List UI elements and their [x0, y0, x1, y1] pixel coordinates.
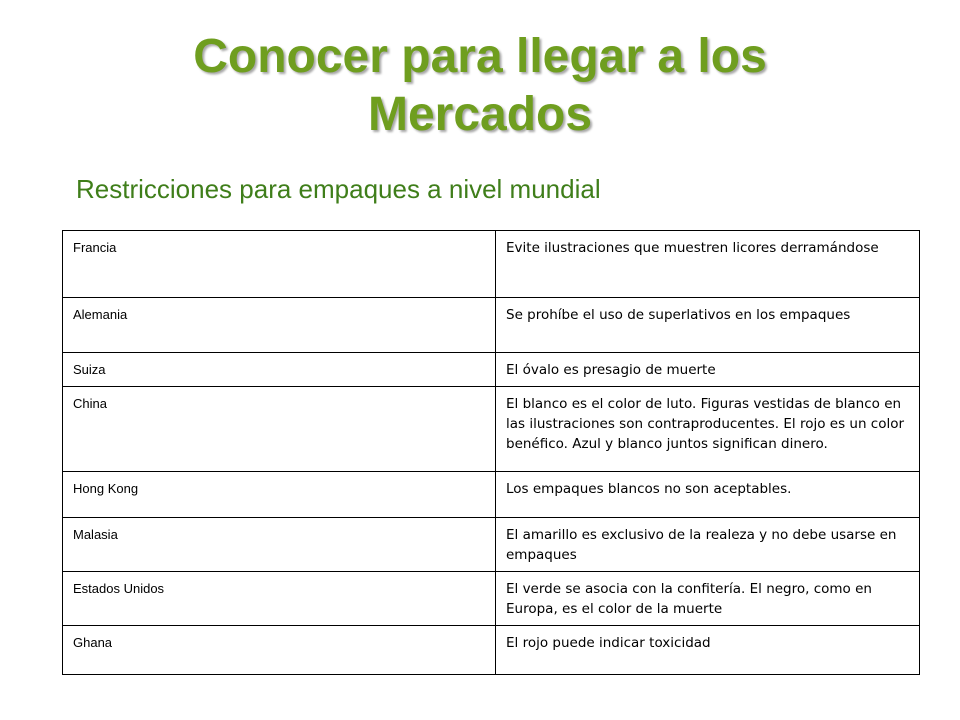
slide-title-line-2: Mercados — [367, 88, 593, 141]
table-row — [63, 626, 920, 675]
slide-title-line-1: Conocer para llegar a los — [193, 30, 767, 83]
slide-subtitle: Restricciones para empaques a nivel mundial — [76, 174, 601, 204]
rule-cell: El blanco es el color de luto. Figuras vestidas de blanco en las ilustraciones son contraproducentes. El rojo es un color benéfico. Azul y blanco juntos significan dinero. — [496, 387, 920, 472]
slide-title — [0, 28, 960, 144]
country-cell: Malasia — [63, 518, 496, 572]
table-row — [63, 231, 920, 298]
rule-cell: El amarillo es exclusivo de la realeza y no debe usarse en empaques — [496, 518, 920, 572]
rule-cell: El rojo puede indicar toxicidad — [496, 626, 920, 675]
table-row — [63, 572, 920, 626]
country-cell: Suiza — [63, 353, 496, 387]
country-cell: China — [63, 387, 496, 472]
country-cell: Francia — [63, 231, 496, 298]
table-row — [63, 353, 920, 387]
rule-cell: El verde se asocia con la confitería. El negro, como en Europa, es el color de la muerte — [496, 572, 920, 626]
restrictions-table — [62, 230, 920, 675]
table-row — [63, 298, 920, 353]
rule-cell: Se prohíbe el uso de superlativos en los empaques — [496, 298, 920, 353]
country-cell: Alemania — [63, 298, 496, 353]
rule-cell: El óvalo es presagio de muerte — [496, 353, 920, 387]
rule-cell: Los empaques blancos no son aceptables. — [496, 472, 920, 518]
country-cell: Ghana — [63, 626, 496, 675]
country-cell: Estados Unidos — [63, 572, 496, 626]
rule-cell: Evite ilustraciones que muestren licores derramándose — [496, 231, 920, 298]
table-row — [63, 518, 920, 572]
country-cell: Hong Kong — [63, 472, 496, 518]
table-row — [63, 472, 920, 518]
table-row — [63, 387, 920, 472]
